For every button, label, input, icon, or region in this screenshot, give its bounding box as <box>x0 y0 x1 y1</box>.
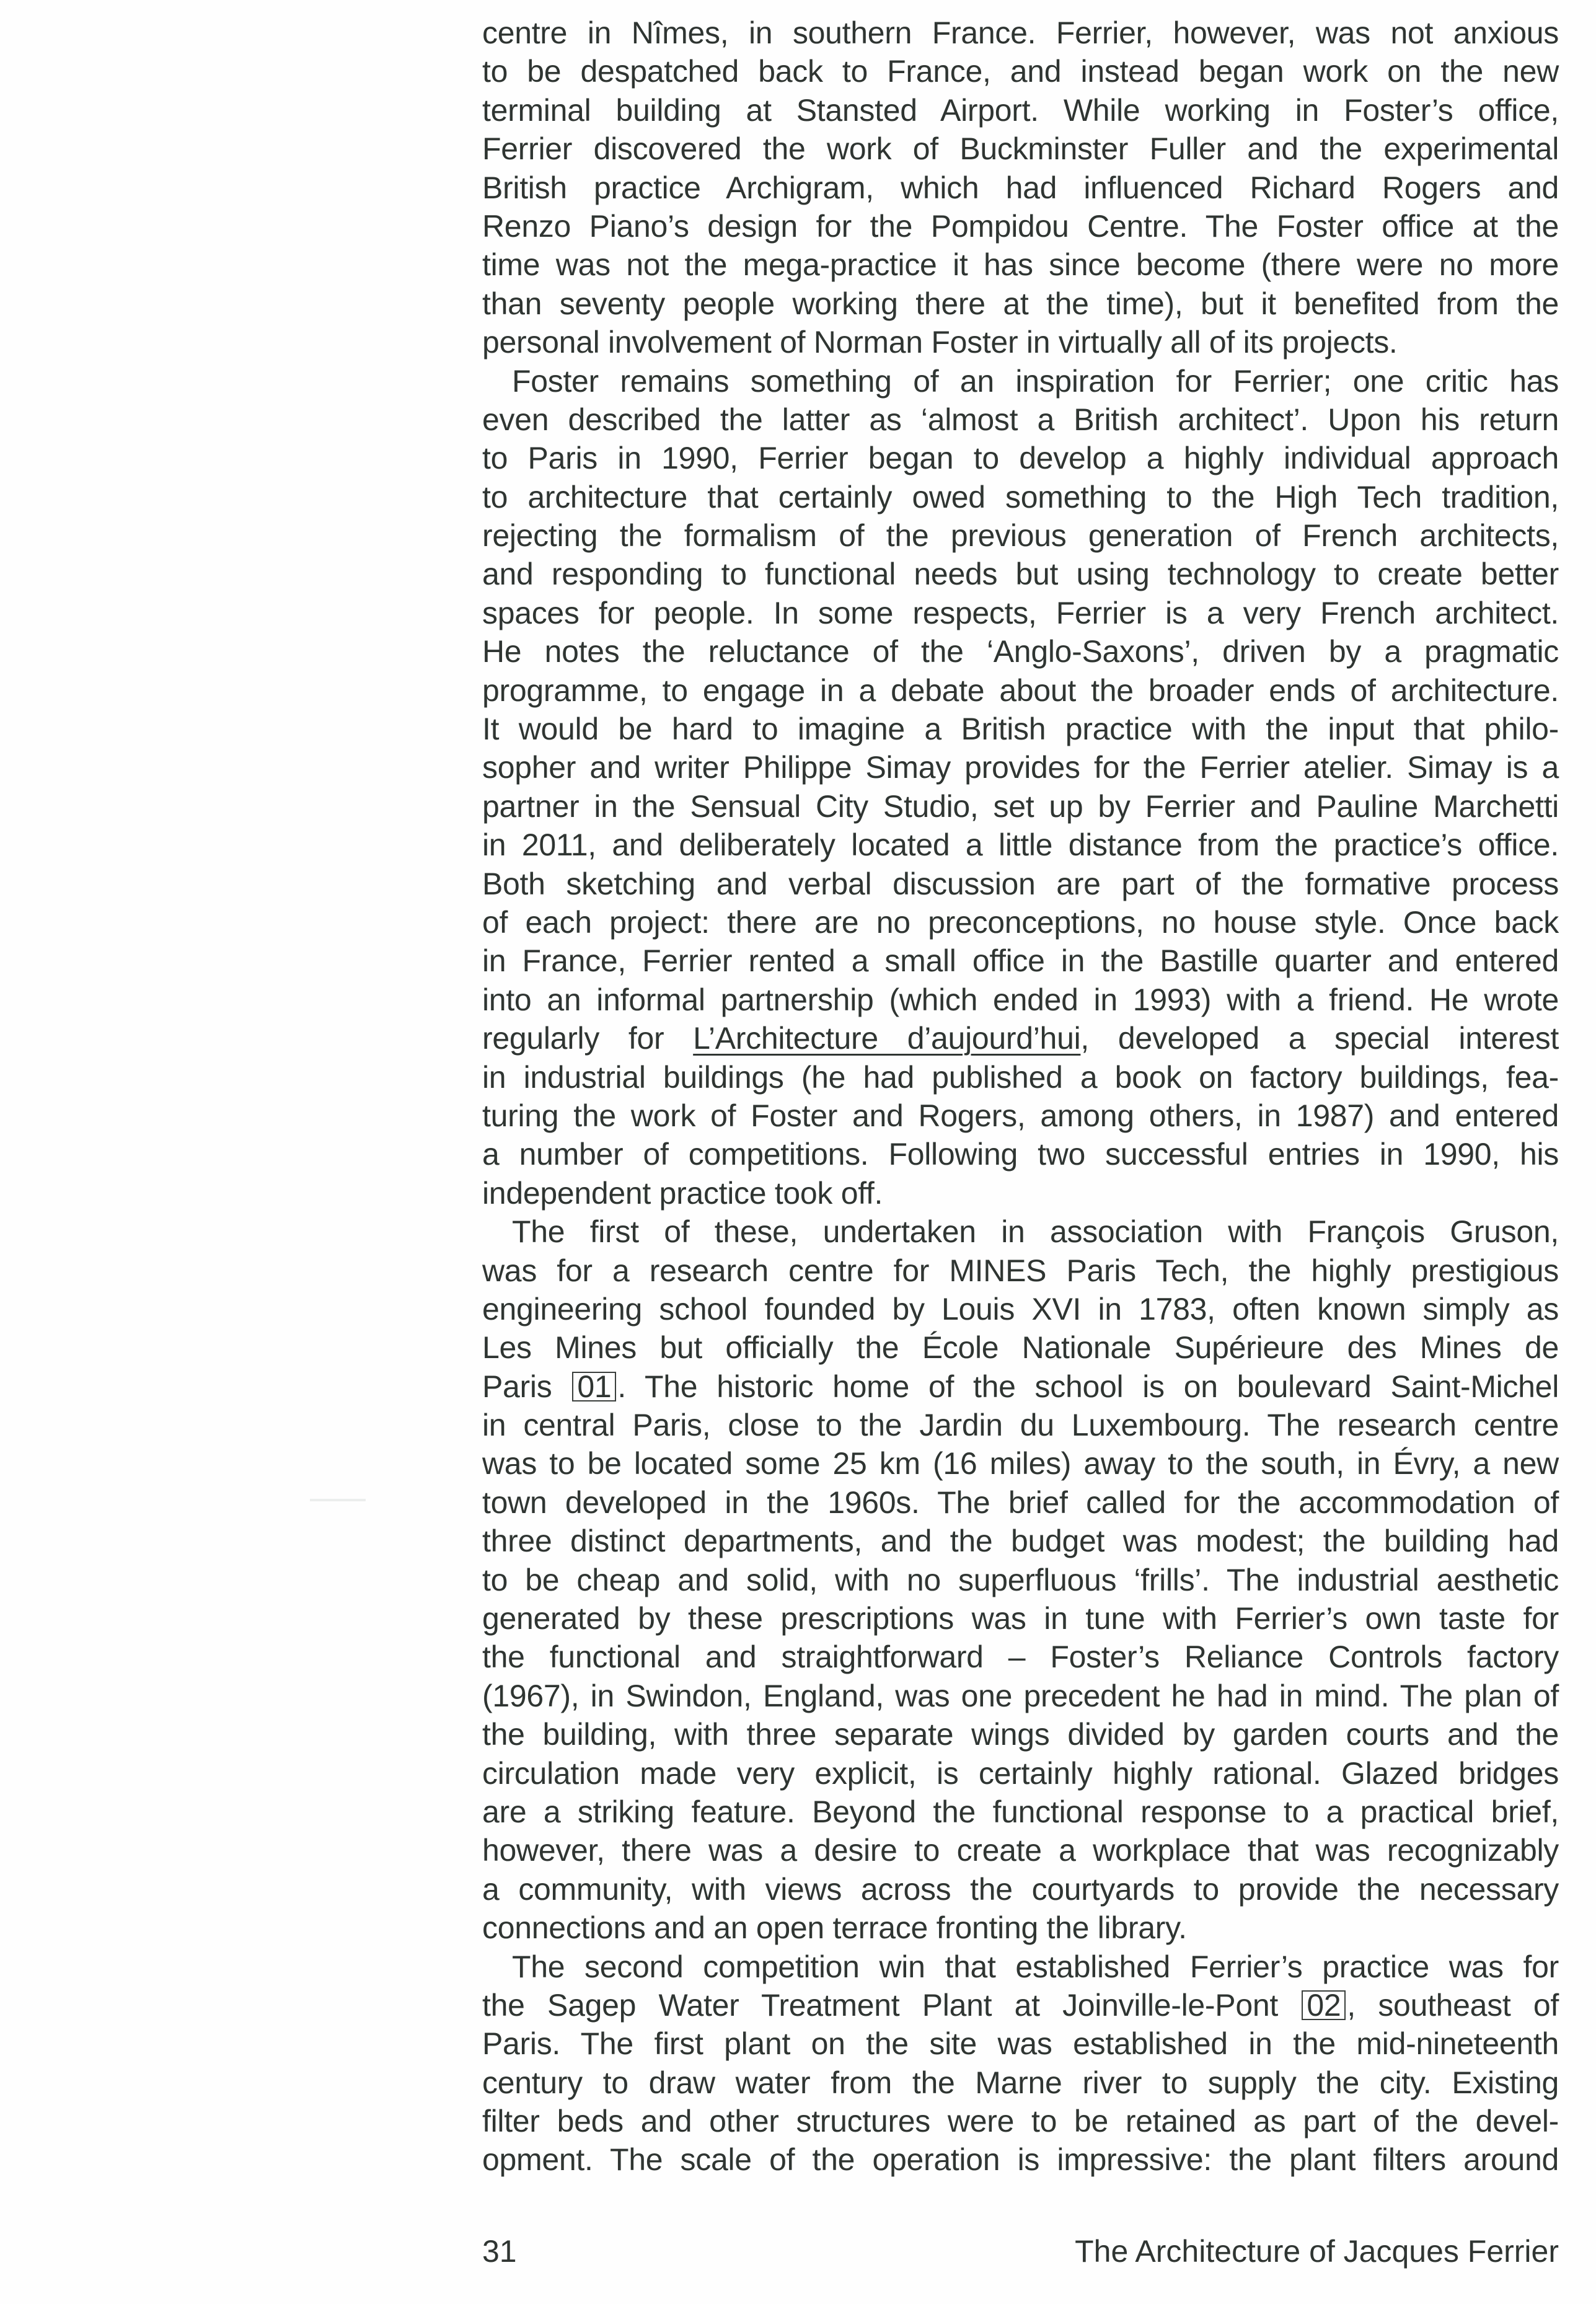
text-line: terminal building at Stansted Airport. While working in Foster’s office, <box>482 92 1559 128</box>
text-line: engineering school founded by Louis XVI in 1783, often known simply as <box>482 1291 1559 1326</box>
publication-title: L’Architecture d’aujourd’hui <box>693 1021 1081 1056</box>
text-fragment: Paris <box>482 1369 571 1404</box>
figure-reference-02[interactable]: 02 <box>1302 1990 1346 2020</box>
text-line: in 2011, and deliberately located a little distance from the practice’s office. <box>482 828 1559 863</box>
text-fragment: . The historic home of the school is on boulevard Saint-Michel <box>617 1369 1559 1404</box>
text-line: partner in the Sensual City Studio, set up by Ferrier and Pauline Marchetti <box>482 788 1559 824</box>
text-line: of each project: there are no preconceptions, no house style. Once back <box>482 904 1559 940</box>
text-line: British practice Archigram, which had influenced Richard Rogers and <box>482 170 1559 205</box>
paragraph-1 <box>482 14 1559 362</box>
text-line: Renzo Piano’s design for the Pompidou Centre. The Foster office at the <box>482 208 1559 244</box>
text-line: in France, Ferrier rented a small office in the Bastille quarter and entered <box>482 943 1559 979</box>
page-footer <box>482 2230 1559 2273</box>
text-line: generated by these prescriptions was in tune with Ferrier’s own taste for <box>482 1601 1559 1636</box>
text-line: are a striking feature. Beyond the functional response to a practical brief, <box>482 1794 1559 1829</box>
text-line: sopher and writer Philippe Simay provides for the Ferrier atelier. Simay is a <box>482 750 1559 785</box>
text-line: Les Mines but officially the École Nationale Supérieure des Mines de <box>482 1330 1559 1366</box>
text-line: century to draw water from the Marne river to supply the city. Existing <box>482 2065 1559 2100</box>
text-line: rejecting the formalism of the previous generation of French architects, <box>482 518 1559 554</box>
text-line: Ferrier discovered the work of Buckminster Fuller and the experimental <box>482 131 1559 167</box>
text-line: town developed in the 1960s. The brief called for the accommodation of <box>482 1485 1559 1520</box>
paragraph-4 <box>482 1948 1559 2179</box>
text-line: opment. The scale of the operation is impressive: the plant filters around <box>482 2142 1559 2178</box>
text-line: He notes the reluctance of the ‘Anglo-Saxons’, driven by a pragmatic <box>482 634 1559 669</box>
text-line-with-title <box>482 1019 1559 1057</box>
text-line: to Paris in 1990, Ferrier began to develop a highly individual approach <box>482 441 1559 476</box>
scan-artifact <box>310 1499 366 1501</box>
text-line: a number of competitions. Following two successful entries in 1990, his <box>482 1137 1559 1172</box>
text-line: was for a research centre for MINES Paris Tech, the highly prestigious <box>482 1253 1559 1288</box>
text-fragment: , southeast of <box>1347 1987 1559 2023</box>
text-fragment: regularly for <box>482 1021 694 1056</box>
paragraph-3 <box>482 1212 1559 1947</box>
text-line: the building, with three separate wings divided by garden courts and the <box>482 1717 1559 1752</box>
text-line-with-figure-ref <box>482 1367 1559 1406</box>
text-line: centre in Nîmes, in southern France. Ferrier, however, was not anxious <box>482 15 1559 50</box>
text-line: to architecture that certainly owed something to the High Tech tradition, <box>482 479 1559 514</box>
text-line: into an informal partnership (which ended in 1993) with a friend. He wrote <box>482 982 1559 1017</box>
text-line: Foster remains something of an inspiration for Ferrier; one critic has <box>512 363 1559 399</box>
text-line: Both sketching and verbal discussion are part of the formative process <box>482 866 1559 901</box>
text-line: circulation made very explicit, is certainly highly rational. Glazed bridges <box>482 1755 1559 1791</box>
text-fragment: the Sagep Water Treatment Plant at Joinville-le-Pont <box>482 1987 1301 2023</box>
paragraph-2 <box>482 362 1559 1213</box>
text-line: was to be located some 25 km (16 miles) away to the south, in Évry, a new <box>482 1446 1559 1481</box>
text-line: even described the latter as ‘almost a British architect’. Upon his return <box>482 402 1559 437</box>
text-line-with-figure-ref <box>482 1986 1559 2024</box>
text-line: to be cheap and solid, with no superfluous ‘frills’. The industrial aesthetic <box>482 1562 1559 1597</box>
text-line: The second competition win that established Ferrier’s practice was for <box>512 1949 1559 1984</box>
text-line: connections and an open terrace fronting the library. <box>482 1910 1187 1946</box>
text-line: It would be hard to imagine a British practice with the input that philo- <box>482 712 1559 747</box>
text-line: (1967), in Swindon, England, was one precedent he had in mind. The plan of <box>482 1678 1559 1713</box>
body-text-column <box>482 14 1559 2179</box>
text-line: and responding to functional needs but using technology to create better <box>482 557 1559 592</box>
text-line: time was not the mega-practice it has since become (there were no more <box>482 247 1559 283</box>
text-line: to be despatched back to France, and instead began work on the new <box>482 54 1559 89</box>
text-line: in industrial buildings (he had published a book on factory buildings, fea- <box>482 1059 1559 1095</box>
text-line: turing the work of Foster and Rogers, among others, in 1987) and entered <box>482 1098 1559 1133</box>
text-line: Paris. The first plant on the site was established in the mid-nineteenth <box>482 2026 1559 2062</box>
page-number: 31 <box>482 2234 517 2269</box>
text-line: three distinct departments, and the budget was modest; the building had <box>482 1524 1559 1559</box>
running-title: The Architecture of Jacques Ferrier <box>1075 2234 1559 2269</box>
text-line: independent practice took off. <box>482 1175 883 1211</box>
figure-reference-01[interactable]: 01 <box>572 1372 616 1401</box>
text-line: than seventy people working there at the time), but it benefited from the <box>482 286 1559 321</box>
text-line: personal involvement of Norman Foster in virtually all of its projects. <box>482 325 1398 360</box>
text-line: The first of these, undertaken in association with François Gruson, <box>512 1214 1559 1250</box>
text-line: spaces for people. In some respects, Ferrier is a very French architect. <box>482 595 1559 630</box>
text-line: a community, with views across the courtyards to provide the necessary <box>482 1871 1559 1907</box>
text-line: in central Paris, close to the Jardin du Luxembourg. The research centre <box>482 1408 1559 1443</box>
text-line: however, there was a desire to create a workplace that was recognizably <box>482 1833 1559 1868</box>
text-line: filter beds and other structures were to be retained as part of the devel- <box>482 2104 1559 2139</box>
text-line: programme, to engage in a debate about the broader ends of architecture. <box>482 673 1559 708</box>
text-line: the functional and straightforward – Foster’s Reliance Controls factory <box>482 1640 1559 1675</box>
text-fragment: , developed a special interest <box>1080 1021 1559 1056</box>
